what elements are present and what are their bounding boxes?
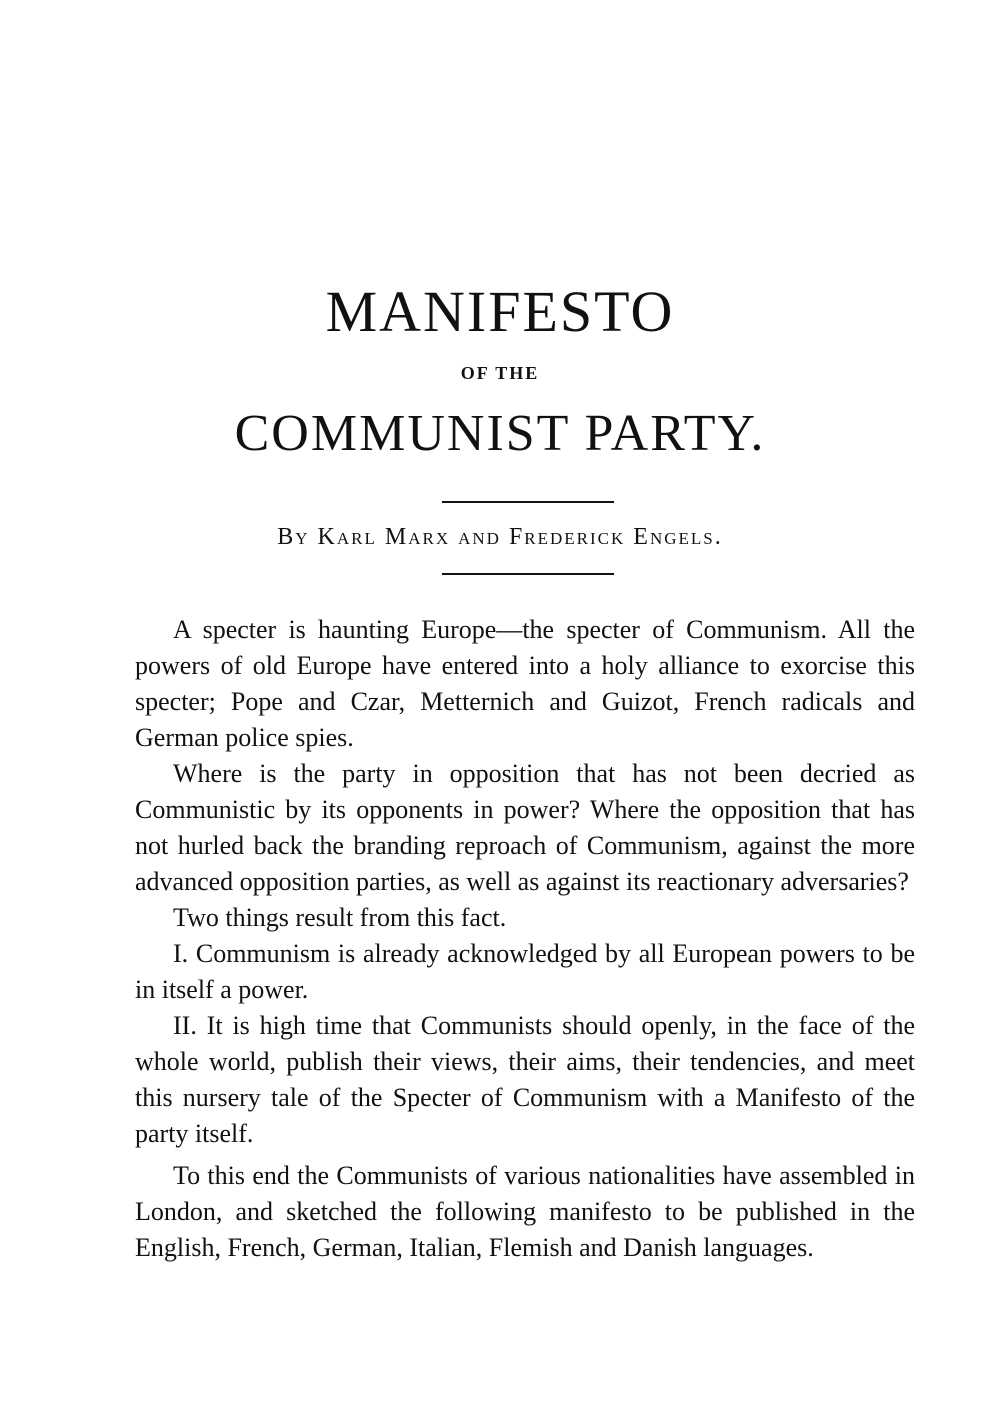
paragraph: I. Communism is already acknowledged by all European powers to be in itself a power. <box>135 939 915 1004</box>
byline: By Karl Marx and Frederick Engels. <box>277 524 723 550</box>
paragraph: Two things result from this fact. <box>173 903 507 932</box>
divider-top <box>442 501 614 503</box>
title-main: MANIFESTO <box>325 279 675 344</box>
paragraph: A specter is haunting Europe—the specter of Communism. All the powers of old Europe have entered into a holy alliance to exorcise this specter; Pope and Czar, Metternich and Guizot, French radicals and German police spies. <box>135 615 915 752</box>
paragraph: To this end the Communists of various nationalities have assembled in London, and sketched the following manifesto to be published in the English, French, German, Italian, Flemish and Danish languages. <box>135 1161 915 1262</box>
paragraph: Where is the party in opposition that has not been decried as Communistic by its opponents in power? Where the opposition that has not hurled back the branding reproach of Communism, against the more advanced opposition parties, as well as against its reactionary adversaries? <box>135 759 915 896</box>
title-of-the: OF THE <box>460 363 540 383</box>
title-communist-party: COMMUNIST PARTY. <box>234 405 766 462</box>
divider-bottom <box>442 573 614 575</box>
body-text <box>135 612 915 1266</box>
paragraph: II. It is high time that Communists should openly, in the face of the whole world, publish their views, their aims, their tendencies, and meet this nursery tale of the Specter of Communism with a Manifesto of the party itself. <box>135 1011 915 1148</box>
